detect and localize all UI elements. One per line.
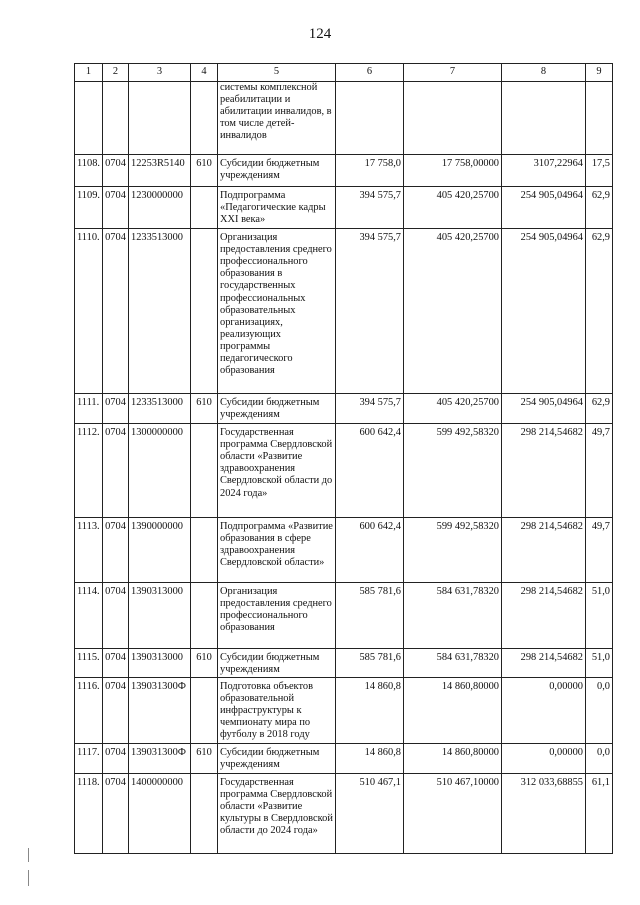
section-code: 0704 — [103, 774, 129, 854]
execution-percent: 62,9 — [586, 394, 613, 424]
row-number: 1118. — [75, 774, 103, 854]
plan-amount: 585 781,6 — [336, 583, 404, 649]
refined-amount: 510 467,10000 — [404, 774, 502, 854]
item-name: Субсидии бюджетным учреждениям — [218, 394, 336, 424]
table-row — [75, 229, 613, 394]
row-number: 1110. — [75, 229, 103, 394]
item-name: Государственная программа Свердловской области «Развитие здравоохранения Свердловской области до 2024 года» — [218, 424, 336, 518]
expense-type-code — [191, 774, 218, 854]
item-name: Подпрограмма «Педагогические кадры XXI века» — [218, 187, 336, 229]
target-article-code: 12253R5140 — [129, 155, 191, 187]
refined-amount: 584 631,78320 — [404, 649, 502, 678]
row-number: 1111. — [75, 394, 103, 424]
col-header: 5 — [218, 64, 336, 82]
item-name: системы комплексной реабилитации и абилитации инвалидов, в том числе детей-инвалидов — [218, 82, 336, 155]
execution-percent: 62,9 — [586, 229, 613, 394]
plan-amount: 394 575,7 — [336, 229, 404, 394]
executed-amount: 254 905,04964 — [502, 229, 586, 394]
execution-percent: 17,5 — [586, 155, 613, 187]
target-article-code: 1390313000 — [129, 649, 191, 678]
refined-amount: 599 492,58320 — [404, 518, 502, 583]
table-row — [75, 394, 613, 424]
budget-table — [74, 63, 613, 854]
col-header: 2 — [103, 64, 129, 82]
expense-type-code: 610 — [191, 744, 218, 774]
item-name: Организация предоставления среднего профессионального образования — [218, 583, 336, 649]
col-header: 4 — [191, 64, 218, 82]
table-row — [75, 518, 613, 583]
table-row — [75, 82, 613, 155]
execution-percent: 51,0 — [586, 583, 613, 649]
table-row — [75, 155, 613, 187]
item-name: Организация предоставления среднего профессионального образования в государственных профессиональных образовательных организациях, реализующих программы педагогического образования — [218, 229, 336, 394]
col-header: 1 — [75, 64, 103, 82]
section-code: 0704 — [103, 583, 129, 649]
refined-amount: 584 631,78320 — [404, 583, 502, 649]
execution-percent: 49,7 — [586, 518, 613, 583]
target-article-code: 1400000000 — [129, 774, 191, 854]
row-number: 1114. — [75, 583, 103, 649]
execution-percent: 0,0 — [586, 744, 613, 774]
plan-amount: 14 860,8 — [336, 744, 404, 774]
table-row — [75, 583, 613, 649]
plan-amount: 600 642,4 — [336, 518, 404, 583]
item-name: Субсидии бюджетным учреждениям — [218, 649, 336, 678]
expense-type-code: 610 — [191, 394, 218, 424]
target-article-code: 1300000000 — [129, 424, 191, 518]
expense-type-code — [191, 187, 218, 229]
execution-percent: 61,1 — [586, 774, 613, 854]
table-row — [75, 187, 613, 229]
refined-amount: 405 420,25700 — [404, 394, 502, 424]
target-article-code: 1233513000 — [129, 229, 191, 394]
target-article-code: 1233513000 — [129, 394, 191, 424]
col-header: 9 — [586, 64, 613, 82]
row-number: 1115. — [75, 649, 103, 678]
plan-amount: 600 642,4 — [336, 424, 404, 518]
table-row — [75, 744, 613, 774]
target-article-code: 1390313000 — [129, 583, 191, 649]
section-code: 0704 — [103, 649, 129, 678]
execution-percent: 0,0 — [586, 678, 613, 744]
section-code: 0704 — [103, 424, 129, 518]
executed-amount: 0,00000 — [502, 744, 586, 774]
refined-amount — [404, 82, 502, 155]
expense-type-code — [191, 583, 218, 649]
executed-amount: 0,00000 — [502, 678, 586, 744]
refined-amount: 14 860,80000 — [404, 678, 502, 744]
execution-percent: 51,0 — [586, 649, 613, 678]
row-number: 1113. — [75, 518, 103, 583]
table-row — [75, 424, 613, 518]
item-name: Подготовка объектов образовательной инфраструктуры к чемпионату мира по футболу в 2018 году — [218, 678, 336, 744]
scan-margin-marks — [28, 848, 34, 888]
plan-amount: 17 758,0 — [336, 155, 404, 187]
row-number: 1108. — [75, 155, 103, 187]
expense-type-code — [191, 518, 218, 583]
executed-amount: 254 905,04964 — [502, 187, 586, 229]
section-code: 0704 — [103, 744, 129, 774]
executed-amount: 3107,22964 — [502, 155, 586, 187]
column-number-row — [75, 64, 613, 82]
refined-amount: 405 420,25700 — [404, 229, 502, 394]
table-row — [75, 649, 613, 678]
expense-type-code: 610 — [191, 649, 218, 678]
plan-amount: 394 575,7 — [336, 394, 404, 424]
execution-percent: 49,7 — [586, 424, 613, 518]
refined-amount: 599 492,58320 — [404, 424, 502, 518]
executed-amount — [502, 82, 586, 155]
col-header: 6 — [336, 64, 404, 82]
target-article-code: 139031300Ф — [129, 678, 191, 744]
refined-amount: 14 860,80000 — [404, 744, 502, 774]
refined-amount: 405 420,25700 — [404, 187, 502, 229]
target-article-code: 139031300Ф — [129, 744, 191, 774]
section-code: 0704 — [103, 678, 129, 744]
section-code: 0704 — [103, 518, 129, 583]
section-code: 0704 — [103, 394, 129, 424]
executed-amount: 254 905,04964 — [502, 394, 586, 424]
page-number: 124 — [308, 26, 332, 42]
executed-amount: 298 214,54682 — [502, 583, 586, 649]
execution-percent — [586, 82, 613, 155]
plan-amount — [336, 82, 404, 155]
row-number: 1112. — [75, 424, 103, 518]
expense-type-code — [191, 678, 218, 744]
section-code: 0704 — [103, 155, 129, 187]
plan-amount: 14 860,8 — [336, 678, 404, 744]
col-header: 7 — [404, 64, 502, 82]
expense-type-code — [191, 424, 218, 518]
executed-amount: 298 214,54682 — [502, 518, 586, 583]
item-name: Субсидии бюджетным учреждениям — [218, 744, 336, 774]
section-code — [103, 82, 129, 155]
col-header: 3 — [129, 64, 191, 82]
target-article-code: 1390000000 — [129, 518, 191, 583]
row-number — [75, 82, 103, 155]
section-code: 0704 — [103, 187, 129, 229]
item-name: Подпрограмма «Развитие образования в сфере здравоохранения Свердловской области» — [218, 518, 336, 583]
row-number: 1117. — [75, 744, 103, 774]
row-number: 1109. — [75, 187, 103, 229]
plan-amount: 585 781,6 — [336, 649, 404, 678]
execution-percent: 62,9 — [586, 187, 613, 229]
target-article-code: 1230000000 — [129, 187, 191, 229]
item-name: Государственная программа Свердловской области «Развитие культуры в Свердловской области до 2024 года» — [218, 774, 336, 854]
table-row — [75, 678, 613, 744]
row-number: 1116. — [75, 678, 103, 744]
table-row — [75, 774, 613, 854]
plan-amount: 394 575,7 — [336, 187, 404, 229]
plan-amount: 510 467,1 — [336, 774, 404, 854]
col-header: 8 — [502, 64, 586, 82]
executed-amount: 298 214,54682 — [502, 424, 586, 518]
executed-amount: 298 214,54682 — [502, 649, 586, 678]
expense-type-code — [191, 82, 218, 155]
target-article-code — [129, 82, 191, 155]
item-name: Субсидии бюджетным учреждениям — [218, 155, 336, 187]
expense-type-code — [191, 229, 218, 394]
executed-amount: 312 033,68855 — [502, 774, 586, 854]
refined-amount: 17 758,00000 — [404, 155, 502, 187]
section-code: 0704 — [103, 229, 129, 394]
expense-type-code: 610 — [191, 155, 218, 187]
